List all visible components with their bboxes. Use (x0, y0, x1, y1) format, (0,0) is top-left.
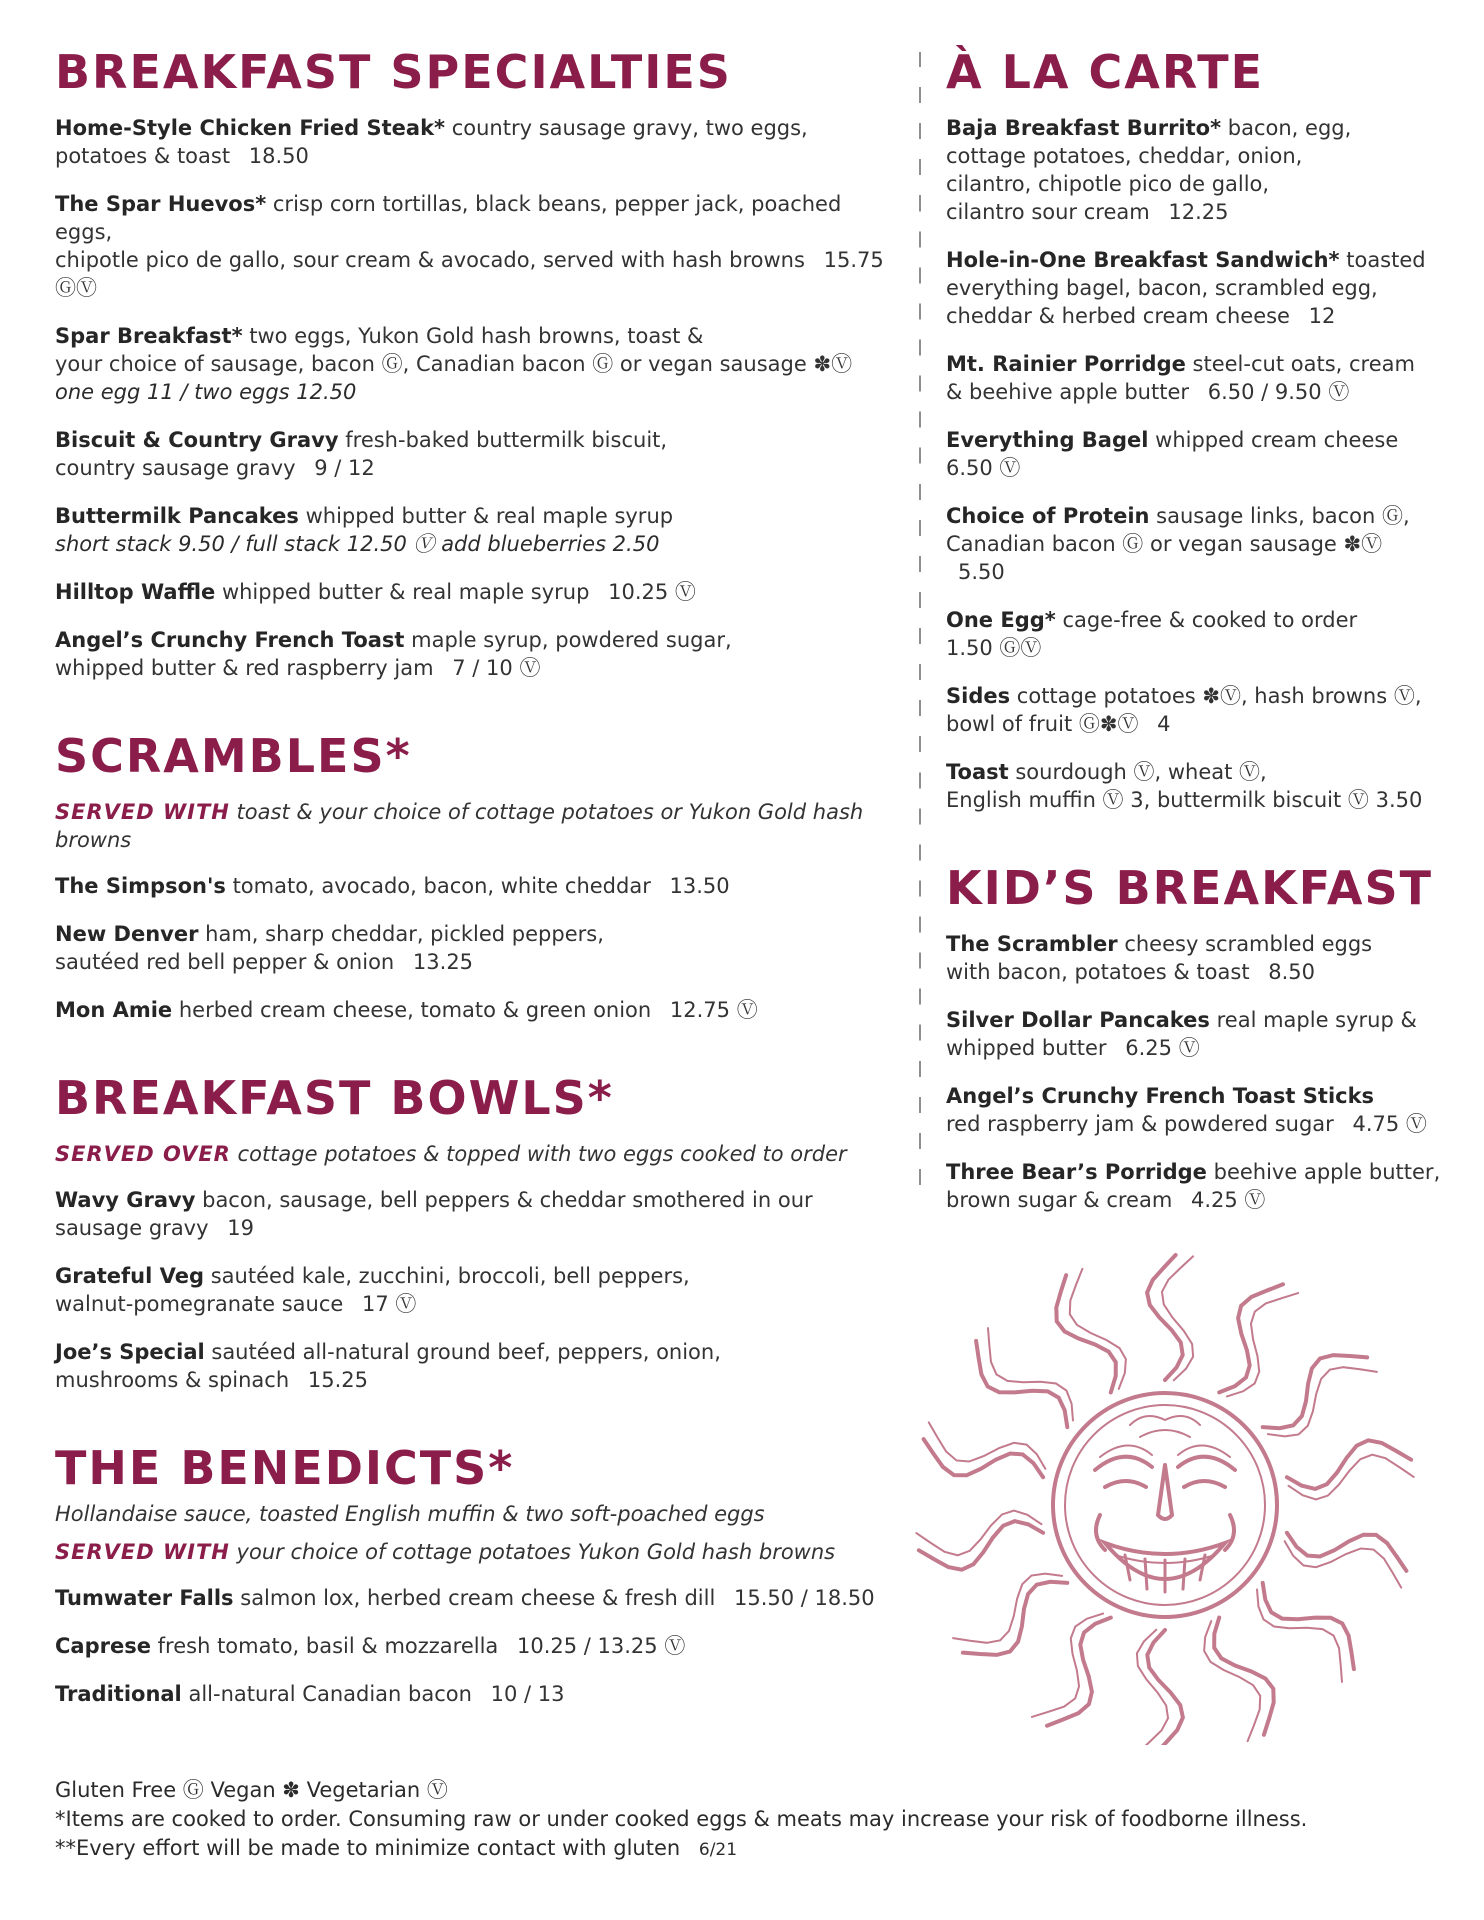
menu-item (946, 114, 1446, 226)
item-name: Joe’s Special (55, 1340, 205, 1364)
a-la-carte-section (946, 40, 1446, 814)
item-name: Mt. Rainier Porridge (946, 352, 1186, 376)
item-price: 10.25 / 13.25 Ⓥ (516, 1634, 686, 1658)
item-desc: cheddar & herbed cream cheese (946, 304, 1290, 328)
item-name: Caprese (55, 1634, 151, 1658)
item-desc: steel-cut oats, cream (1192, 352, 1415, 376)
menu-item (55, 1680, 905, 1708)
sun-ray (1263, 1355, 1367, 1428)
item-desc: & beehive apple butter (946, 380, 1190, 404)
item-desc: country sausage gravy (55, 456, 296, 480)
item-name: Spar Breakfast* (55, 324, 243, 348)
item-price: 12 (1308, 304, 1336, 328)
note-text: toast & your choice of cottage potatoes or Yukon Gold hash browns (55, 800, 864, 852)
scrambles-section (55, 724, 905, 1024)
item-name: Angel’s Crunchy French Toast Sticks (946, 1084, 1375, 1108)
item-price: 15.75 ⒼⓋ (55, 248, 884, 300)
item-price: 4.25 Ⓥ (1190, 1188, 1266, 1212)
item-desc: whipped butter & real maple syrup (221, 580, 590, 604)
note-text: cottage potatoes & topped with two eggs cooked to order (237, 1142, 847, 1166)
note-lead: SERVED OVER (55, 1142, 231, 1166)
item-name: Buttermilk Pancakes (55, 504, 299, 528)
item-desc: bacon, sausage, bell peppers & cheddar smothered in our (202, 1188, 813, 1212)
breakfast-bowls-heading: BREAKFAST BOWLS* (55, 1071, 614, 1125)
item-price: 17 Ⓥ (361, 1292, 417, 1316)
item-desc: whipped butter (946, 1036, 1107, 1060)
item-name: Three Bear’s Porridge (946, 1160, 1207, 1184)
item-desc: sausage links, bacon Ⓖ, (1156, 504, 1410, 528)
item-price: 10 / 13 (490, 1682, 565, 1706)
item-desc: all-natural Canadian bacon (188, 1682, 472, 1706)
menu-item (55, 190, 905, 302)
item-price: one egg 11 / two eggs 12.50 (55, 380, 357, 404)
item-name: Baja Breakfast Burrito* (946, 116, 1222, 140)
item-name: Grateful Veg (55, 1264, 205, 1288)
sun-face-icon (890, 1225, 1440, 1745)
item-desc: with bacon, potatoes & toast (946, 960, 1250, 984)
item-desc: mushrooms & spinach (55, 1368, 290, 1392)
item-desc: English muffin Ⓥ 3, buttermilk biscuit Ⓥ 3.50 (946, 788, 1423, 812)
item-name: The Simpson's (55, 874, 226, 898)
menu-item (946, 1082, 1446, 1138)
item-desc: chipotle pico de gallo, sour cream & avocado, served with hash browns (55, 248, 805, 272)
item-name: New Denver (55, 922, 199, 946)
item-price: 13.25 (412, 950, 474, 974)
scrambles-note (55, 798, 905, 854)
footer (55, 1776, 1435, 1865)
column-divider (919, 52, 921, 1202)
item-desc: Canadian bacon Ⓖ or vegan sausage ✽Ⓥ (946, 532, 1383, 556)
item-desc: sourdough Ⓥ, wheat Ⓥ, (1015, 760, 1267, 784)
menu-item (55, 1632, 905, 1660)
item-price: 12.25 (1168, 200, 1229, 224)
item-price: 19 (227, 1216, 254, 1240)
menu-item (946, 1006, 1446, 1062)
menu-item (946, 502, 1446, 586)
item-desc: sautéed red bell pepper & onion (55, 950, 395, 974)
sun-ray (1198, 1621, 1266, 1742)
sun-ray (1268, 1362, 1377, 1442)
benedicts-section (55, 1436, 905, 1708)
item-price: 6.25 Ⓥ (1125, 1036, 1200, 1060)
menu-item (946, 930, 1446, 986)
item-price: 18.50 (248, 144, 309, 168)
note-lead: SERVED WITH (55, 800, 230, 824)
menu-item (946, 350, 1446, 406)
item-name: The Spar Huevos* (55, 192, 267, 216)
sun-ray (1214, 1618, 1274, 1735)
item-price: 5.50 (958, 560, 1005, 584)
sun-ray (1056, 1275, 1116, 1392)
item-name: Tumwater Falls (55, 1586, 234, 1610)
item-price: 15.25 (307, 1368, 368, 1392)
menu-item (55, 996, 905, 1024)
item-desc: tomato, avocado, bacon, white cheddar (232, 874, 651, 898)
scrambles-heading: SCRAMBLES* (55, 729, 412, 783)
item-desc: brown sugar & cream (946, 1188, 1173, 1212)
menu-item (55, 1584, 905, 1612)
item-desc: walnut-pomegranate sauce (55, 1292, 344, 1316)
sun-ray (1288, 1449, 1415, 1506)
menu-item (946, 682, 1446, 738)
item-price: 4 (1157, 712, 1171, 736)
a-la-carte-heading: À LA CARTE (946, 45, 1265, 99)
note-lead: SERVED WITH (55, 1540, 230, 1564)
gluten-note: **Every effort will be made to minimize contact with gluten (55, 1836, 681, 1860)
sun-ray (919, 1521, 1043, 1570)
kids-breakfast-section (946, 856, 1446, 1214)
item-desc: whipped butter & real maple syrup (305, 504, 674, 528)
item-desc: real maple syrup & (1216, 1008, 1417, 1032)
item-desc: cage-free & cooked to order (1062, 608, 1358, 632)
menu-item (55, 578, 905, 606)
sun-ray (1287, 1440, 1411, 1489)
item-desc: country sausage gravy, two eggs, (451, 116, 808, 140)
item-name: Home-Style Chicken Fried Steak* (55, 116, 446, 140)
sun-ray (1064, 1268, 1132, 1389)
sun-ray (963, 1582, 1067, 1655)
item-name: Biscuit & Country Gravy (55, 428, 339, 452)
item-price: 6.50 / 9.50 Ⓥ (1207, 380, 1350, 404)
item-desc: cilantro, chipotle pico de gallo, (946, 172, 1270, 196)
right-column (946, 40, 1446, 1256)
menu-item (55, 426, 905, 482)
note-text: your choice of cottage potatoes Yukon Gold hash browns (236, 1540, 836, 1564)
item-desc: fresh tomato, basil & mozzarella (157, 1634, 499, 1658)
item-name: Sides (946, 684, 1011, 708)
item-desc: bacon, egg, (1227, 116, 1352, 140)
item-desc: toasted (1346, 248, 1426, 272)
item-name: The Scrambler (946, 932, 1118, 956)
item-desc: red raspberry jam & powdered sugar (946, 1112, 1334, 1136)
item-desc: whipped butter & red raspberry jam (55, 656, 434, 680)
item-desc: fresh-baked buttermilk biscuit, (345, 428, 668, 452)
item-price: 9 / 12 (314, 456, 375, 480)
item-desc: your choice of sausage, bacon Ⓖ, Canadian bacon Ⓖ or vegan sausage ✽Ⓥ (55, 352, 853, 376)
item-price: 1.50 ⒼⓋ (946, 636, 1042, 660)
item-desc: everything bagel, bacon, scrambled egg, (946, 276, 1378, 300)
item-price: 13.50 (669, 874, 730, 898)
item-price: 12.75 Ⓥ (669, 998, 758, 1022)
benedicts-subnote: Hollandaise sauce, toasted English muffin & two soft-poached eggs (55, 1502, 765, 1526)
item-name: Choice of Protein (946, 504, 1150, 528)
item-desc: beehive apple butter, (1213, 1160, 1441, 1184)
menu-item (946, 1158, 1446, 1214)
item-desc: potatoes & toast (55, 144, 231, 168)
menu-item (55, 1338, 905, 1394)
gluten-disclaimer (55, 1834, 1435, 1865)
menu-item (55, 1186, 905, 1242)
menu-version: 6/21 (698, 1840, 738, 1860)
item-price: short stack 9.50 / full stack 12.50 Ⓥ add blueberries 2.50 (55, 532, 660, 556)
item-desc: sausage gravy (55, 1216, 209, 1240)
item-name: Silver Dollar Pancakes (946, 1008, 1210, 1032)
menu-item (55, 920, 905, 976)
left-column (55, 40, 905, 1750)
item-price: 10.25 Ⓥ (608, 580, 696, 604)
item-desc: crisp corn tortillas, black beans, pepper jack, poached eggs, (55, 192, 842, 244)
breakfast-specialties-heading: BREAKFAST SPECIALTIES (55, 45, 732, 99)
dietary-legend: Gluten Free Ⓖ Vegan ✽ Vegetarian Ⓥ (55, 1778, 448, 1802)
menu-item (55, 626, 905, 682)
item-desc: herbed cream cheese, tomato & green onion (178, 998, 652, 1022)
item-desc: sautéed kale, zucchini, broccoli, bell peppers, (210, 1264, 690, 1288)
benedicts-note (55, 1538, 905, 1566)
item-desc: maple syrup, powdered sugar, (411, 628, 732, 652)
item-desc: whipped cream cheese (1155, 428, 1399, 452)
menu-item (55, 502, 905, 558)
item-name: Traditional (55, 1682, 182, 1706)
item-name: Everything Bagel (946, 428, 1149, 452)
menu-item (946, 758, 1446, 814)
sun-ray (915, 1504, 1042, 1561)
kids-breakfast-heading: KID’S BREAKFAST (946, 861, 1433, 915)
menu-item (946, 426, 1446, 482)
menu-item (946, 606, 1446, 662)
item-name: Toast (946, 760, 1009, 784)
item-desc: cilantro sour cream (946, 200, 1150, 224)
item-desc: salmon lox, herbed cream cheese & fresh dill (240, 1586, 716, 1610)
item-price: 15.50 / 18.50 (733, 1586, 875, 1610)
item-desc: two eggs, Yukon Gold hash browns, toast & (249, 324, 704, 348)
item-name: Hole-in-One Breakfast Sandwich* (946, 248, 1340, 272)
breakfast-bowls-section (55, 1066, 905, 1394)
sun-ray (1147, 1255, 1183, 1380)
food-safety-disclaimer: *Items are cooked to order. Consuming raw or under cooked eggs & meats may increase your risk of foodborne illness. (55, 1807, 1308, 1831)
item-desc: cottage potatoes ✽Ⓥ, hash browns Ⓥ, (1016, 684, 1422, 708)
benedicts-heading: THE BENEDICTS* (55, 1441, 515, 1495)
item-price: 8.50 (1268, 960, 1316, 984)
menu-item (55, 322, 905, 406)
bowls-note (55, 1140, 905, 1168)
item-price: 7 / 10 Ⓥ (452, 656, 541, 680)
item-name: Angel’s Crunchy French Toast (55, 628, 405, 652)
menu-item (55, 872, 905, 900)
item-name: Wavy Gravy (55, 1188, 196, 1212)
item-price: 4.75 Ⓥ (1352, 1112, 1427, 1136)
menu-item (946, 246, 1446, 330)
breakfast-specialties-section (55, 40, 905, 682)
item-price: 6.50 Ⓥ (946, 456, 1021, 480)
item-desc: cheesy scrambled eggs (1124, 932, 1373, 956)
item-name: Hilltop Waffle (55, 580, 216, 604)
menu-item (55, 1262, 905, 1318)
item-name: Mon Amie (55, 998, 173, 1022)
item-desc: bowl of fruit Ⓖ✽Ⓥ (946, 712, 1139, 736)
item-desc: cottage potatoes, cheddar, onion, (946, 144, 1303, 168)
item-name: One Egg* (946, 608, 1056, 632)
item-desc: sautéed all-natural ground beef, peppers, onion, (211, 1340, 721, 1364)
sun-ray (953, 1568, 1062, 1648)
item-desc: ham, sharp cheddar, pickled peppers, (205, 922, 604, 946)
menu-item (55, 114, 905, 170)
